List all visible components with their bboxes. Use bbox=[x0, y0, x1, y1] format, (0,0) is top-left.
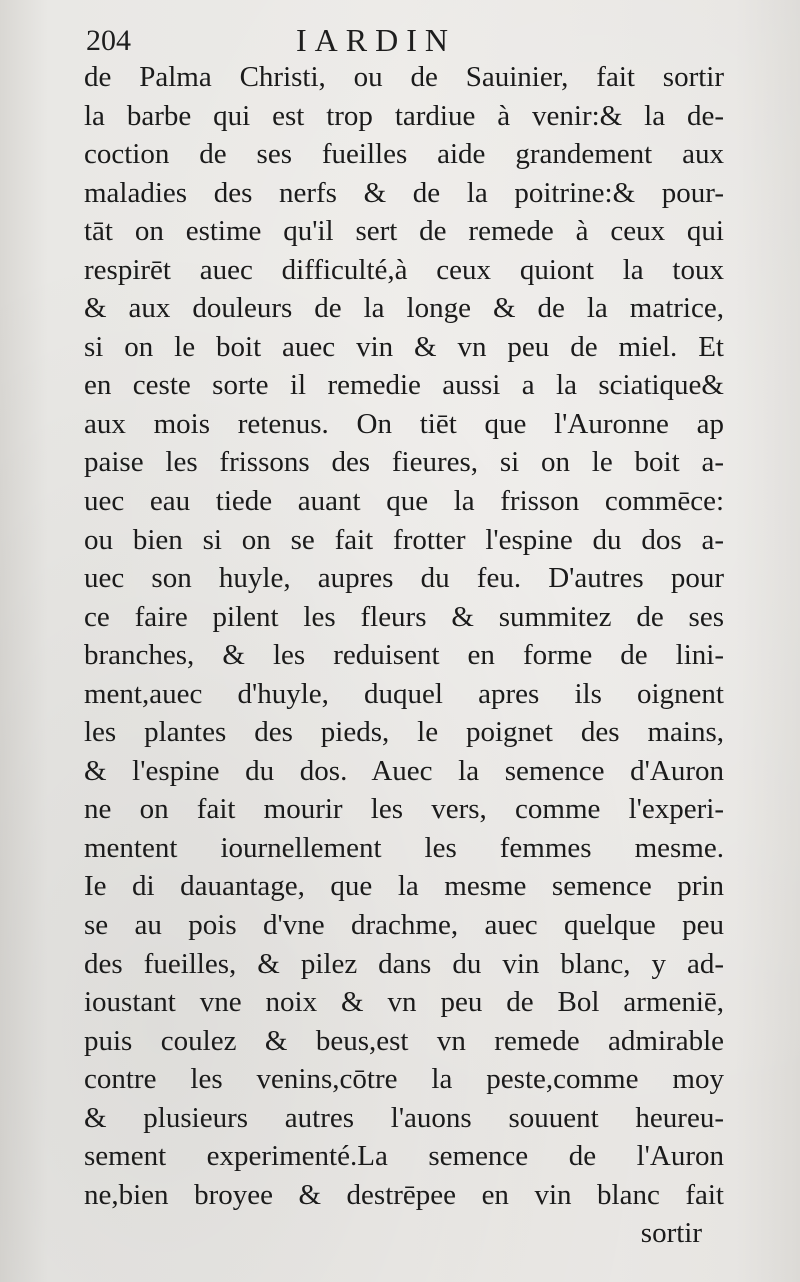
text-line: contre les venins,cōtre la peste,comme moy bbox=[84, 1063, 724, 1096]
text-line: ou bien si on se fait frotter l'espine du dos a- bbox=[84, 523, 724, 556]
text-line: & aux douleurs de la longe & de la matrice, bbox=[84, 292, 724, 325]
text-line: uec son huyle, aupres du feu. D'autres pour bbox=[84, 562, 724, 595]
text-line: si on le boit auec vin & vn peu de miel. Et bbox=[84, 330, 724, 363]
text-line: paise les frissons des fieures, si on le boit a- bbox=[84, 446, 724, 479]
page-number: 204 bbox=[86, 24, 131, 57]
text-line: Ie di dauantage, que la mesme semence prin bbox=[84, 870, 724, 903]
text-line: ne on fait mourir les vers, comme l'experi- bbox=[84, 793, 724, 826]
text-line: tāt on estime qu'il sert de remede à ceux qui bbox=[84, 215, 724, 248]
text-line: maladies des nerfs & de la poitrine:& pour- bbox=[84, 176, 724, 209]
text-line: respirēt auec difficulté,à ceux quiont la toux bbox=[84, 253, 724, 286]
catchword: sortir bbox=[640, 1217, 702, 1250]
text-line: coction de ses fueilles aide grandement aux bbox=[84, 138, 724, 171]
text-line: en ceste sorte il remedie aussi a la sciatique& bbox=[84, 369, 724, 402]
text-line: puis coulez & beus,est vn remede admirable bbox=[84, 1024, 724, 1057]
text-line: uec eau tiede auant que la frisson commēce: bbox=[84, 485, 724, 518]
text-line: des fueilles, & pilez dans du vin blanc, y ad- bbox=[84, 947, 724, 980]
text-line: & l'espine du dos. Auec la semence d'Auron bbox=[84, 754, 724, 787]
text-line: mentent iournellement les femmes mesme. bbox=[84, 831, 724, 864]
text-line: ne,bien broyee & destrēpee en vin blanc fait bbox=[84, 1178, 724, 1211]
text-line: se au pois d'vne drachme, auec quelque peu bbox=[84, 909, 724, 942]
body-text bbox=[84, 58, 724, 1253]
text-line: la barbe qui est trop tardiue à venir:& la de- bbox=[84, 99, 724, 132]
text-line: & plusieurs autres l'auons souuent heureu- bbox=[84, 1101, 724, 1134]
text-line: sement experimenté.La semence de l'Auron bbox=[84, 1140, 724, 1173]
text-line: ioustant vne noix & vn peu de Bol armeniē, bbox=[84, 986, 724, 1019]
text-line: ce faire pilent les fleurs & summitez de ses bbox=[84, 600, 724, 633]
running-head: IARDIN bbox=[296, 22, 456, 58]
text-line: de Palma Christi, ou de Sauinier, fait sortir bbox=[84, 61, 724, 93]
text-line: ment,auec d'huyle, duquel apres ils oignent bbox=[84, 677, 724, 710]
text-line: les plantes des pieds, le poignet des mains, bbox=[84, 716, 724, 749]
text-line: aux mois retenus. On tiēt que l'Auronne ap bbox=[84, 407, 724, 440]
text-line: branches, & les reduisent en forme de lini- bbox=[84, 639, 724, 672]
